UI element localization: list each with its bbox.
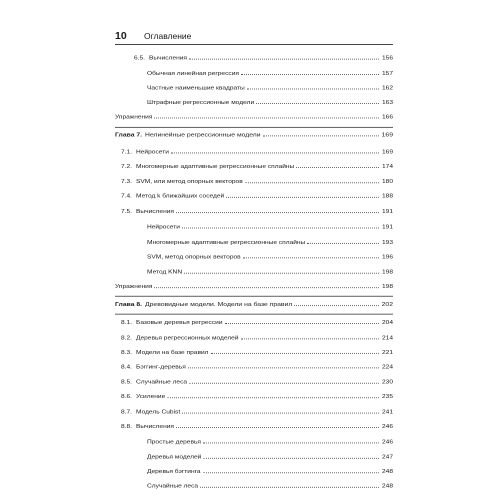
toc-entry [121,392,393,402]
toc-entry-title: Вычисления [149,55,187,62]
toc-entry-page-number: 174 [381,163,393,170]
dot-leader [188,362,379,368]
page-number: 10 [115,30,127,42]
toc-entry [121,378,393,388]
dot-leader [176,207,379,213]
toc-entry [121,362,393,372]
toc-entry-page-number: 247 [381,454,393,461]
toc-entry [147,69,393,79]
toc-entry [147,98,393,108]
toc-entry-title: Базовые деревья регрессии [136,319,223,326]
dot-leader [245,177,379,183]
toc-entry-number: 7.5. [121,208,132,215]
toc-entry-page-number: 248 [381,483,393,490]
toc-entry-number: 7.4. [121,193,132,200]
toc-entry-title: Упражнения [115,283,153,290]
toc-entry [121,177,393,187]
dot-leader [203,453,379,459]
toc-entry [147,453,393,463]
toc-entry-title: Вычисления [136,423,174,430]
toc-entry [121,318,393,328]
dot-leader [263,130,379,136]
dot-leader [171,147,379,153]
dot-leader [296,162,379,168]
toc-entry [115,112,393,122]
toc-entry-number: 6.5. [134,55,145,62]
toc-entry-page-number: 169 [381,132,393,139]
dot-leader [241,333,379,339]
toc-entry-title: Нелинейные регрессионные модели [145,132,261,139]
toc-entry-number: 8.6. [121,393,132,400]
toc-entry-page-number: 235 [381,393,393,400]
dot-leader [226,192,379,198]
toc-entry [147,437,393,447]
toc-entry-title: Деревья регрессионных моделей [136,335,239,342]
toc-entry [121,147,393,157]
toc-entry-page-number: 198 [381,269,393,276]
toc-entry-page-number: 180 [381,178,393,185]
toc-entry-page-number: 204 [381,319,393,326]
dot-leader [176,422,379,428]
toc-entry-page-number: 214 [381,335,393,342]
toc-entry [147,222,393,232]
toc-entry-title: Многомерные адаптивные регрессионные сплайны [136,163,295,170]
section-divider [115,314,393,315]
toc-entry [147,238,393,248]
toc-entry-number: 8.2. [121,335,132,342]
dot-leader [256,98,379,104]
toc-entry-number: Глава 8. [115,301,143,308]
toc-entry [147,268,393,278]
dot-leader [154,112,379,118]
toc-entry-number: 8.4. [121,364,132,371]
toc-entry-page-number: 169 [381,149,393,156]
toc-entry-title: Случайные леса [147,483,199,490]
running-title: Оглавление [144,31,192,41]
toc-entry [134,54,393,64]
toc-entry [121,422,393,432]
toc-entry-title: Штрафные регрессионные модели [147,99,255,106]
toc-entry-title: Модель Cubist [136,409,181,416]
section-divider [115,127,393,128]
toc-entry-page-number: 163 [381,99,393,106]
toc-entry-title: Упражнения [115,114,153,121]
toc-entry-title: SVM, или метод опорных векторов [136,178,243,185]
toc-entry [121,333,393,343]
toc-entry-title: Бэггинг-деревья [136,364,186,371]
toc-chapter-entry [115,130,393,140]
toc-entry [121,408,393,418]
toc-entry [121,192,393,202]
toc-entry-page-number: 221 [381,349,393,356]
toc-entry [121,348,393,358]
toc-entry [147,482,393,492]
page-header [115,30,393,45]
toc-entry-number: 7.2. [121,163,132,170]
toc-entry-title: Усиление [136,393,166,400]
toc-entry-title: Нейросети [147,224,180,231]
toc-entry-title: Простые деревья [147,439,201,446]
toc-entry-page-number: 198 [381,283,393,290]
dot-leader [154,282,379,288]
toc-entry-title: Нейросети [136,149,169,156]
dot-leader [189,378,379,384]
toc-entry-page-number: 191 [381,224,393,231]
dot-leader [203,437,379,443]
dot-leader [182,222,379,228]
toc-entry-number: 8.8. [121,423,132,430]
dot-leader [184,268,379,274]
toc-entry-title: Частные наименьшие квадраты [147,85,245,92]
toc-entry-page-number: 224 [381,364,393,371]
toc-entry-page-number: 157 [381,70,393,77]
toc-entry-title: Деревья моделей [147,454,202,461]
toc-entry-number: Глава 7. [115,132,143,139]
toc-entry-page-number: 230 [381,379,393,386]
toc-entry [121,162,393,172]
toc-entry-page-number: 196 [381,254,393,260]
dot-leader [225,318,379,324]
toc-entry-page-number: 166 [381,114,393,121]
toc-entry-number: 8.5. [121,379,132,386]
toc-entry-title: Вычисления [136,208,174,215]
toc-entry-title: Древовидные модели. Модели на базе правил [145,301,293,308]
toc-entry [147,83,393,93]
toc-entry [147,467,393,477]
toc-entry [115,282,393,292]
toc-entry-title: Модели на базе правил [136,349,209,356]
toc-entry-page-number: 202 [381,301,393,308]
toc-entry-title: Деревья бэгтинга [147,468,201,475]
toc-entry-number: 8.1. [121,319,132,326]
dot-leader [182,408,379,414]
dot-leader [211,348,380,354]
toc-entry [147,252,393,262]
dot-leader [189,54,379,60]
toc-chapter-entry [115,300,393,310]
toc-entry-page-number: 248 [381,468,393,475]
toc-entry-number: 8.7. [121,409,132,416]
toc-entry [121,207,393,217]
toc-entry-title: Случайные леса [136,379,188,386]
dot-leader [247,83,379,89]
dot-leader [241,69,379,75]
section-divider [115,296,393,297]
toc-entry-page-number: 246 [381,423,393,430]
toc-entry-title: Обычная линейная регрессия [147,70,239,77]
dot-leader [307,238,379,244]
toc-entry-page-number: 193 [381,239,393,246]
dot-leader [167,392,379,398]
toc-entry-page-number: 156 [381,55,393,62]
toc-entry-title: SVM, метод опорных векторов [147,254,241,260]
toc-entry-number: 7.3. [121,178,132,185]
dot-leader [200,482,379,488]
toc-entry-page-number: 241 [381,409,393,416]
toc-entry-page-number: 246 [381,439,393,446]
toc-entry-number: 7.1. [121,149,132,156]
toc-entry-page-number: 191 [381,208,393,215]
dot-leader [203,467,379,473]
dot-leader [294,300,379,306]
toc-entry-page-number: 188 [381,193,393,200]
toc-entry-title: Метод k ближайших соседей [136,193,225,200]
toc-entry-title: Метод KNN [147,269,183,276]
dot-leader [243,252,379,258]
toc-entry-page-number: 162 [381,85,393,92]
toc-entry-number: 8.3. [121,349,132,356]
toc-entry-title: Многомерные адаптивные регрессионные сплайны [147,239,306,246]
